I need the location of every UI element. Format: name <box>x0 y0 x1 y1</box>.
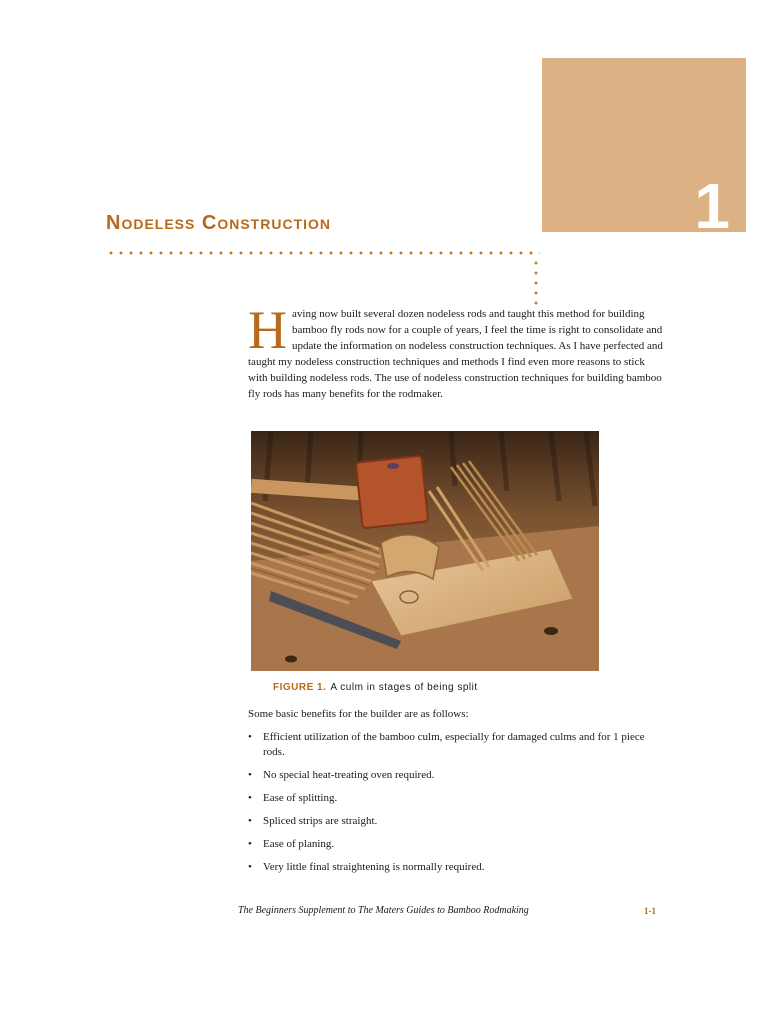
list-item: • No special heat-treating oven required. <box>248 768 664 783</box>
intro-paragraph <box>248 300 664 402</box>
page-number: 1-1 <box>644 906 656 916</box>
figure-caption <box>273 682 478 693</box>
figure-label: FIGURE 1. <box>273 682 327 693</box>
chapter-number: 1 <box>694 170 730 242</box>
list-item: • Spliced strips are straight. <box>248 814 664 829</box>
list-item: • Ease of splitting. <box>248 791 664 806</box>
figure-photo <box>251 431 599 671</box>
chapter-number-box <box>542 58 746 242</box>
intro-text: aving now built several dozen nodeless rods and taught this method for building bamboo fly rods now for a couple of years, I feel the time is right to consolidate and update the information on nodeless construction techniques. As I have perfected and taught my nodeless construction techniques and methods I find even more reasons to stick with building nodeless rods. The use of nodeless construction techniques for building bamboo fly rods has many benefits for the rodmaker. <box>248 308 663 400</box>
list-item: • Efficient utilization of the bamboo culm, especially for damaged culms and for 1 piece rods. <box>248 730 664 760</box>
chapter-title: Nodeless Construction <box>106 212 332 234</box>
drop-cap: H <box>248 300 287 360</box>
footer-book-title: The Beginners Supplement to The Maters Guides to Bamboo Rodmaking <box>238 905 529 916</box>
dotted-rule-vertical <box>534 258 538 308</box>
benefits-list <box>248 730 664 883</box>
dotted-rule-horizontal <box>106 251 540 255</box>
list-item: • Ease of planing. <box>248 837 664 852</box>
figure-caption-text: A culm in stages of being split <box>330 682 478 693</box>
list-item: • Very little final straightening is normally required. <box>248 860 664 875</box>
benefits-intro: Some basic benefits for the builder are as follows: <box>248 708 469 720</box>
